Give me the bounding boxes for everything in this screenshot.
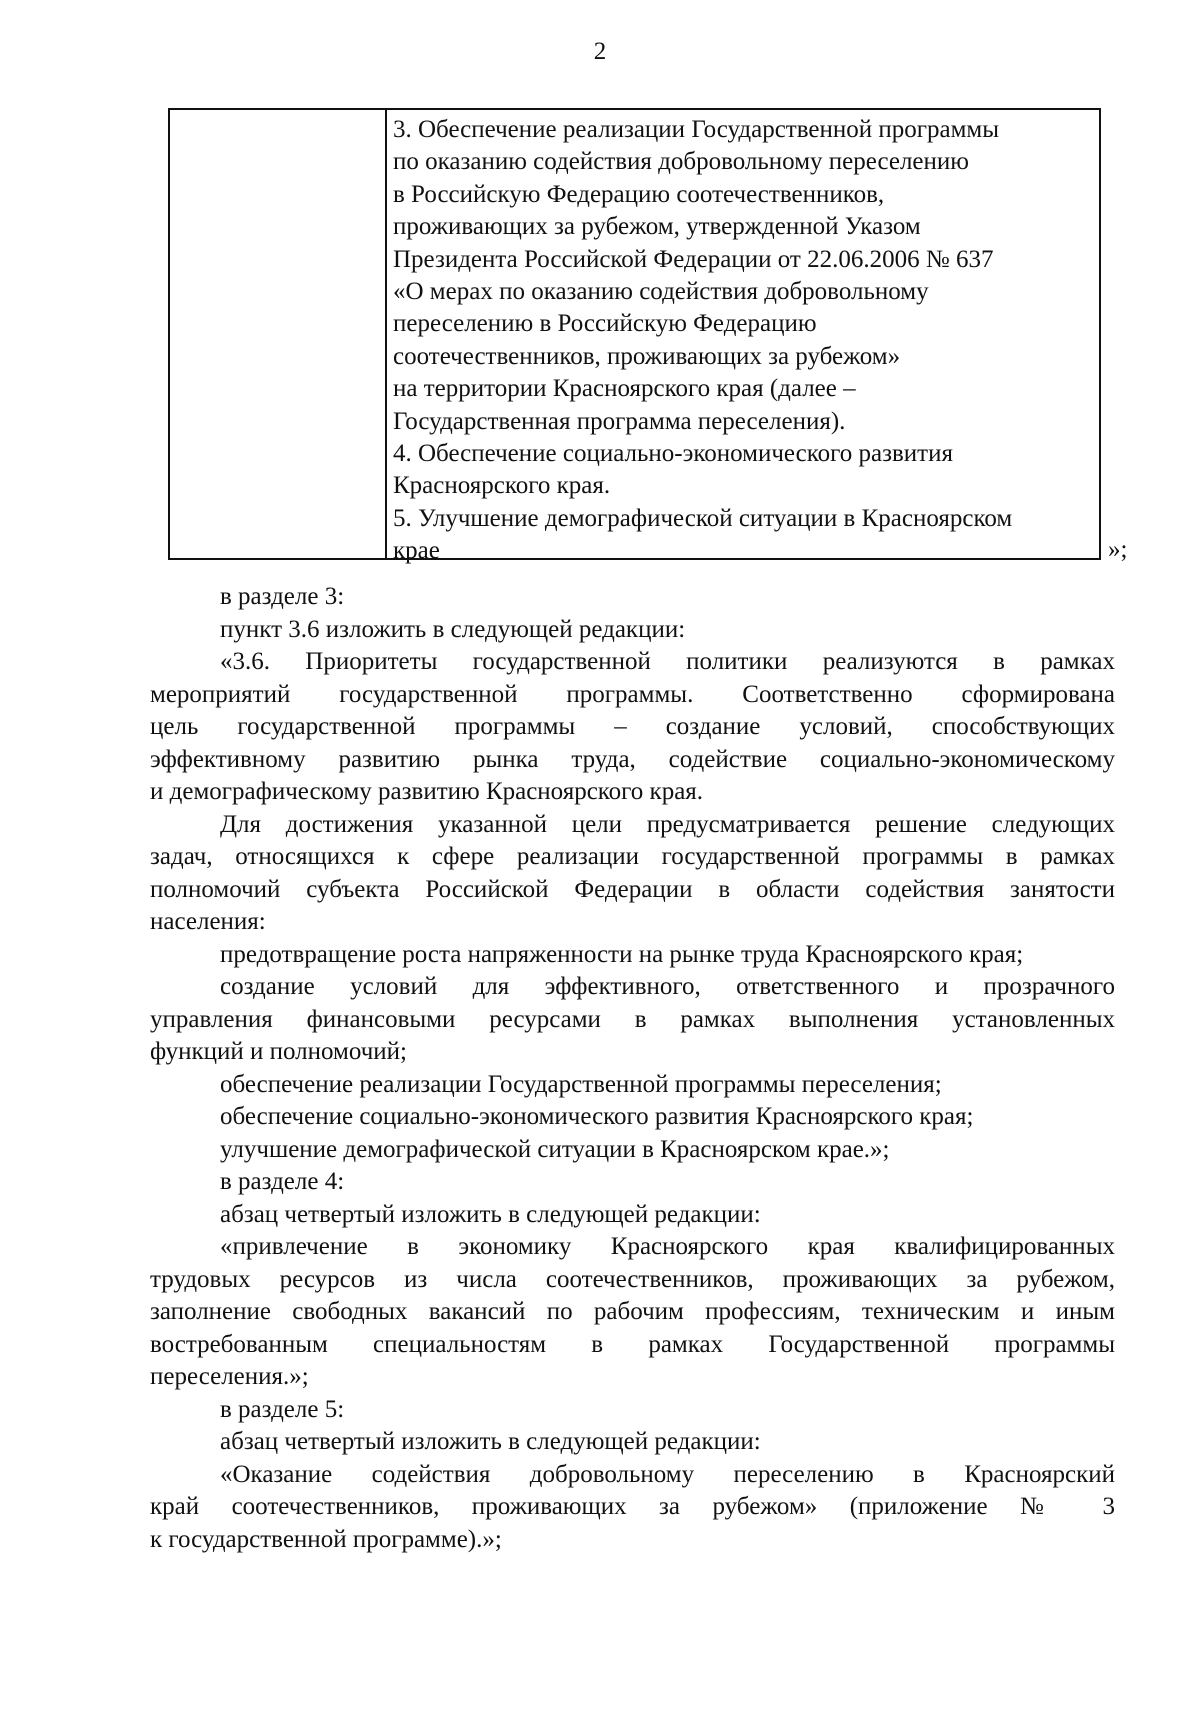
body-text-line: к государственной программе).»; (150, 1525, 502, 1553)
body-text-line: в разделе 4: (220, 1168, 345, 1195)
table-right-cell (387, 110, 1099, 565)
table-cell-line: крае (393, 537, 440, 565)
body-text-line: трудовых ресурсов из числа соотечественников, проживающих за рубежом, (150, 1265, 1115, 1293)
table-cell-line: переселению в Российскую Федерацию (393, 310, 817, 338)
body-text-line: переселения.»; (150, 1363, 309, 1390)
body-text-line: обеспечение реализации Государственной программы переселения; (220, 1070, 942, 1098)
body-text-line: абзац четвертый изложить в следующей редакции: (220, 1200, 761, 1228)
body-text-line: улучшение демографической ситуации в Красноярском крае.»; (220, 1135, 890, 1163)
body-text-line: пункт 3.6 изложить в следующей редакции: (220, 615, 686, 643)
table-cell-line: проживающих за рубежом, утвержденной Указом (393, 213, 921, 241)
body-text-line: функций и полномочий; (150, 1038, 407, 1065)
body-text-line: в разделе 5: (220, 1395, 345, 1423)
body-text-line: «привлечение в экономику Красноярского края квалифицированных (220, 1233, 1115, 1260)
body-text-line: востребованным специальностям в рамках Государственной программы (150, 1330, 1115, 1358)
table-cell-line: «О мерах по оказанию содействия добровольному (393, 278, 929, 306)
body-text-line: «Оказание содействия добровольному переселению в Красноярский (220, 1460, 1115, 1488)
body-text-line: абзац четвертый изложить в следующей редакции: (220, 1428, 761, 1455)
body-text-line: мероприятий государственной программы. Соответственно сформирована (150, 680, 1115, 708)
body-text-line: обеспечение социально-экономического развития Красноярского края; (220, 1103, 974, 1130)
body-text-line: предотвращение роста напряженности на рынке труда Красноярского края; (220, 940, 1024, 968)
body-text-line: эффективному развитию рынка труда, содействие социально-экономическому (150, 745, 1115, 773)
body-text-line: управления финансовыми ресурсами в рамках выполнения установленных (150, 1005, 1115, 1033)
body-text-line: Для достижения указанной цели предусматривается решение следующих (220, 810, 1115, 838)
body-text-line: задач, относящихся к сфере реализации государственной программы в рамках (150, 843, 1115, 870)
table-cell-line: в Российскую Федерацию соотечественников, (393, 180, 885, 208)
body-text-line: и демографическому развитию Красноярского края. (150, 778, 704, 805)
closing-quote-mark: »; (1108, 536, 1128, 563)
table-cell-line: по оказанию содействия добровольному переселению (393, 148, 969, 176)
body-text-line: край соотечественников, проживающих за рубежом» (приложение № 3 (150, 1493, 1115, 1520)
goals-table (168, 108, 1101, 565)
document-body (150, 581, 1115, 1556)
body-text-line: создание условий для эффективного, ответственного и прозрачного (220, 973, 1115, 1000)
body-text-line: заполнение свободных вакансий по рабочим профессиям, техническим и иным (150, 1298, 1115, 1325)
table-cell-line: Президента Российской Федерации от 22.06.2006 № 637 (393, 245, 994, 273)
table-cell-line: 5. Улучшение демографической ситуации в Красноярском (393, 504, 1013, 532)
body-text-line: цель государственной программы – создание условий, способствующих (150, 713, 1115, 740)
body-text-line: населения: (150, 908, 266, 935)
page-number: 2 (593, 38, 607, 65)
table-cell-line: соотечественников, проживающих за рубежом» (393, 342, 901, 370)
body-text-line: «3.6. Приоритеты государственной политики реализуются в рамках (220, 648, 1115, 675)
body-text-line: в разделе 3: (220, 583, 345, 610)
table-cell-line: на территории Красноярского края (далее – (393, 375, 856, 403)
table-cell-line: 3. Обеспечение реализации Государственной программы (393, 116, 1000, 143)
table-left-cell (170, 110, 387, 558)
table-cell-line: Красноярского края. (393, 472, 611, 500)
table-cell-line: Государственная программа переселения). (393, 407, 846, 435)
body-text-line: полномочий субъекта Российской Федерации в области содействия занятости (150, 875, 1115, 903)
table-cell-line: 4. Обеспечение социально-экономического развития (393, 440, 953, 468)
